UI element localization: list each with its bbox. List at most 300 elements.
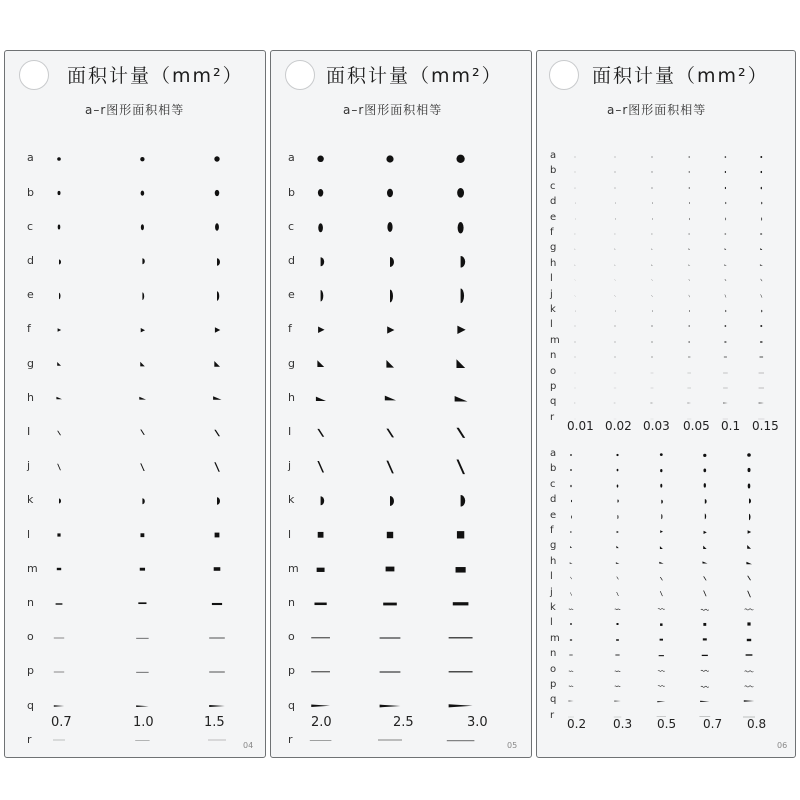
square-shape: [720, 322, 731, 330]
shape-grid: [537, 51, 795, 757]
triangle-shape: [571, 230, 579, 238]
half-disc-shape: [299, 490, 342, 512]
long-slash-shape: [685, 292, 693, 300]
dot-shape: [685, 153, 693, 161]
half-disc-shape: [299, 251, 342, 273]
long-slash-shape: [720, 292, 731, 300]
shape-grid: [271, 51, 531, 757]
long-slash-shape: [737, 588, 761, 600]
column-label: 0.7: [703, 717, 723, 731]
rectangle-shape: [648, 338, 656, 346]
thin-line-shape: [433, 727, 488, 755]
slash-shape: [47, 427, 71, 439]
row-label: o: [550, 365, 557, 377]
flat-triangle-shape: [720, 261, 731, 269]
row-label: h: [27, 390, 34, 404]
thin-half-disc-shape: [652, 512, 671, 521]
card-title: 面积计量（mm²）: [592, 65, 769, 87]
bar-shape: [737, 649, 761, 661]
half-disc-shape: [571, 307, 579, 315]
half-disc-shape: [366, 489, 414, 513]
tall-oval-shape: [694, 480, 716, 491]
rectangle-shape: [433, 556, 488, 584]
thin-half-disc-shape: [47, 290, 71, 302]
row-label: g: [288, 356, 295, 370]
dot-shape: [755, 153, 768, 161]
bar-shape: [571, 353, 579, 361]
dot-shape: [694, 450, 716, 461]
thin-line-shape: [128, 733, 157, 747]
dot-shape: [737, 449, 761, 461]
row-label: l: [27, 527, 31, 541]
row-label: q: [27, 698, 34, 712]
right-triangle-shape: [685, 245, 693, 253]
oval-shape: [611, 168, 619, 176]
dot-shape: [652, 450, 671, 459]
square-shape: [610, 620, 625, 628]
tall-oval-shape: [755, 184, 768, 192]
page-number: 05: [507, 741, 518, 750]
half-disc-shape: [128, 494, 157, 508]
row-label: e: [27, 288, 34, 302]
row-label: m: [550, 334, 560, 346]
square-shape: [47, 529, 71, 541]
thin-half-disc-shape: [433, 282, 488, 310]
tall-oval-shape: [648, 184, 656, 192]
rectangle-shape: [755, 338, 768, 346]
row-label: k: [288, 493, 295, 507]
row-label: f: [288, 322, 292, 336]
square-shape: [433, 521, 488, 549]
column-label: 1.5: [204, 715, 225, 730]
flat-triangle-shape: [299, 388, 342, 410]
row-label: p: [550, 381, 557, 392]
oval-shape: [571, 168, 579, 176]
dot-shape: [565, 451, 577, 459]
line-shape: [610, 667, 625, 675]
thin-half-disc-shape: [685, 215, 693, 223]
slash-shape: [299, 422, 342, 444]
line-shape: [610, 682, 625, 690]
slash-shape: [366, 421, 414, 445]
square-shape: [685, 322, 693, 330]
rectangle-shape: [694, 634, 716, 645]
half-disc-shape: [652, 497, 671, 506]
triangle-shape: [299, 319, 342, 341]
tall-oval-shape: [652, 481, 671, 490]
dot-shape: [299, 148, 342, 170]
line-shape: [199, 663, 235, 681]
line-shape: [737, 680, 761, 692]
row-label: g: [550, 540, 557, 552]
line-shape: [694, 681, 716, 692]
flat-triangle-shape: [694, 557, 716, 568]
bar-shape: [199, 595, 235, 613]
row-label: r: [550, 709, 555, 721]
slash-shape: [565, 574, 577, 582]
half-disc-shape: [571, 199, 579, 207]
wedge-shape: [199, 697, 235, 715]
long-slash-shape: [565, 590, 577, 598]
long-slash-shape: [299, 456, 342, 478]
oval-shape: [737, 464, 761, 476]
triangle-shape: [694, 527, 716, 538]
thin-half-disc-shape: [694, 511, 716, 522]
row-label: b: [550, 165, 557, 177]
thin-half-disc-shape: [648, 215, 656, 223]
page-number: 06: [777, 741, 788, 750]
flat-triangle-shape: [433, 385, 488, 413]
row-label: p: [27, 664, 34, 678]
wedge-shape: [128, 699, 157, 713]
triangle-shape: [685, 230, 693, 238]
slash-shape: [648, 276, 656, 284]
half-disc-shape: [685, 307, 693, 315]
thin-half-disc-shape: [199, 287, 235, 305]
row-label: I: [27, 424, 31, 438]
wedge-shape: [685, 399, 693, 407]
dot-shape: [47, 153, 71, 165]
slash-shape: [694, 573, 716, 584]
long-slash-shape: [755, 292, 768, 300]
row-label: h: [550, 555, 557, 567]
bar-shape: [433, 590, 488, 618]
slash-shape: [652, 574, 671, 583]
line-shape: [565, 682, 577, 690]
row-label: e: [550, 211, 557, 223]
wedge-shape: [47, 700, 71, 712]
row-label: m: [27, 561, 38, 575]
flat-triangle-shape: [652, 558, 671, 567]
wedge-shape: [571, 399, 579, 407]
line-shape: [299, 627, 342, 649]
half-disc-shape: [366, 250, 414, 274]
triangle-shape: [755, 230, 768, 238]
rectangle-shape: [685, 338, 693, 346]
triangle-shape: [648, 230, 656, 238]
slash-shape: [720, 276, 731, 284]
line-shape: [720, 369, 731, 377]
column-label: 0.15: [752, 419, 779, 433]
flat-triangle-shape: [128, 391, 157, 405]
row-label: g: [27, 356, 34, 370]
rectangle-shape: [199, 560, 235, 578]
row-label: d: [288, 253, 295, 267]
rectangle-shape: [610, 636, 625, 644]
row-label: a: [550, 448, 557, 459]
long-slash-shape: [128, 460, 157, 474]
row-label: r: [27, 732, 32, 746]
square-shape: [611, 322, 619, 330]
half-disc-shape: [755, 199, 768, 207]
oval-shape: [565, 466, 577, 474]
row-label: a: [550, 150, 557, 161]
bar-shape: [611, 353, 619, 361]
rectangle-shape: [571, 338, 579, 346]
triangle-shape: [128, 323, 157, 337]
dot-shape: [366, 147, 414, 171]
row-label: b: [550, 463, 557, 475]
flat-triangle-shape: [610, 559, 625, 567]
card-subtitle: a–r图形面积相等: [607, 103, 707, 117]
half-disc-shape: [433, 487, 488, 515]
card-title: 面积计量（mm²）: [67, 65, 244, 87]
card-subtitle: a–r图形面积相等: [343, 103, 443, 117]
column-label: 1.0: [133, 715, 154, 730]
half-disc-shape: [199, 492, 235, 510]
thin-line-shape: [366, 728, 414, 752]
row-label: l: [550, 319, 553, 331]
oval-shape: [366, 181, 414, 205]
bar-shape: [685, 353, 693, 361]
row-label: r: [288, 732, 293, 746]
card-subtitle: a–r图形面积相等: [85, 103, 185, 117]
line-shape: [685, 369, 693, 377]
row-label: f: [550, 525, 554, 536]
column-label: 0.01: [567, 419, 594, 433]
row-label: l: [550, 273, 553, 285]
row-label: k: [550, 602, 556, 613]
row-label: j: [288, 459, 292, 473]
row-label: f: [550, 227, 554, 238]
slash-shape: [610, 574, 625, 582]
line-shape: [47, 666, 71, 678]
row-label: q: [288, 698, 295, 712]
tall-oval-shape: [571, 184, 579, 192]
right-triangle-shape: [128, 357, 157, 371]
square-shape: [755, 322, 768, 330]
dot-shape: [648, 153, 656, 161]
long-slash-shape: [610, 590, 625, 598]
square-shape: [366, 523, 414, 547]
long-slash-shape: [648, 292, 656, 300]
line-shape: [610, 605, 625, 613]
dot-shape: [610, 451, 625, 459]
rectangle-shape: [128, 562, 157, 576]
triangle-shape: [610, 528, 625, 536]
row-label: l: [550, 571, 553, 583]
column-label: 0.3: [613, 717, 633, 731]
line-shape: [433, 658, 488, 686]
half-disc-shape: [648, 199, 656, 207]
row-label: k: [27, 493, 34, 507]
dot-shape: [720, 153, 731, 161]
row-label: p: [550, 679, 557, 690]
slash-shape: [737, 572, 761, 584]
thin-half-disc-shape: [737, 511, 761, 523]
row-label: r: [550, 411, 555, 423]
right-triangle-shape: [611, 245, 619, 253]
half-disc-shape: [433, 248, 488, 276]
row-label: n: [550, 350, 557, 362]
line-shape: [720, 384, 731, 392]
bar-shape: [652, 651, 671, 660]
long-slash-shape: [47, 461, 71, 473]
wedge-shape: [565, 697, 577, 705]
tall-oval-shape: [685, 184, 693, 192]
column-label: 3.0: [467, 715, 488, 730]
column-label: 0.02: [605, 419, 632, 433]
flat-triangle-shape: [366, 386, 414, 410]
thin-half-disc-shape: [611, 215, 619, 223]
right-triangle-shape: [565, 543, 577, 551]
row-label: e: [288, 288, 295, 302]
tall-oval-shape: [565, 482, 577, 490]
area-card-3: [536, 50, 796, 758]
wedge-shape: [648, 399, 656, 407]
slash-shape: [199, 424, 235, 442]
line-shape: [199, 629, 235, 647]
line-shape: [737, 665, 761, 677]
oval-shape: [648, 168, 656, 176]
bar-shape: [299, 593, 342, 615]
row-label: o: [288, 630, 295, 644]
row-label: c: [27, 219, 34, 233]
column-label: 0.2: [567, 717, 587, 731]
rectangle-shape: [565, 636, 577, 644]
oval-shape: [128, 186, 157, 200]
half-disc-shape: [720, 199, 731, 207]
wedge-shape: [694, 696, 716, 707]
column-label: 2.5: [393, 715, 414, 730]
row-label: j: [550, 586, 553, 598]
square-shape: [571, 322, 579, 330]
flat-triangle-shape: [755, 261, 768, 269]
flat-triangle-shape: [199, 389, 235, 407]
square-shape: [299, 524, 342, 546]
line-shape: [366, 626, 414, 650]
triangle-shape: [652, 527, 671, 536]
right-triangle-shape: [199, 355, 235, 373]
dot-shape: [199, 150, 235, 168]
oval-shape: [47, 187, 71, 199]
right-triangle-shape: [755, 245, 768, 253]
thin-half-disc-shape: [299, 285, 342, 307]
oval-shape: [433, 179, 488, 207]
slash-shape: [611, 276, 619, 284]
square-shape: [565, 620, 577, 628]
line-shape: [47, 632, 71, 644]
row-label: c: [550, 478, 556, 490]
line-shape: [648, 369, 656, 377]
page-number: 04: [243, 741, 254, 750]
oval-shape: [694, 465, 716, 476]
dot-shape: [433, 145, 488, 173]
row-label: h: [550, 257, 557, 269]
row-label: l: [550, 617, 553, 629]
row-label: q: [550, 396, 557, 408]
line-shape: [565, 667, 577, 675]
row-label: j: [27, 459, 31, 473]
row-label: b: [27, 185, 34, 199]
line-shape: [611, 384, 619, 392]
line-shape: [128, 631, 157, 645]
long-slash-shape: [694, 588, 716, 599]
line-shape: [694, 604, 716, 615]
half-disc-shape: [694, 496, 716, 507]
half-disc-shape: [611, 307, 619, 315]
line-shape: [565, 605, 577, 613]
line-shape: [652, 666, 671, 675]
rectangle-shape: [366, 557, 414, 581]
tall-oval-shape: [720, 184, 731, 192]
thin-half-disc-shape: [128, 289, 157, 303]
line-shape: [128, 665, 157, 679]
right-triangle-shape: [610, 543, 625, 551]
right-triangle-shape: [737, 541, 761, 553]
thin-line-shape: [299, 730, 342, 752]
tall-oval-shape: [128, 220, 157, 234]
flat-triangle-shape: [685, 261, 693, 269]
line-shape: [571, 384, 579, 392]
triangle-shape: [47, 324, 71, 336]
half-disc-shape: [199, 253, 235, 271]
bar-shape: [720, 353, 731, 361]
triangle-shape: [433, 316, 488, 344]
row-label: a: [27, 151, 34, 165]
wedge-shape: [720, 399, 731, 407]
oval-shape: [199, 184, 235, 202]
square-shape: [648, 322, 656, 330]
row-label: b: [288, 185, 295, 199]
half-disc-shape: [565, 497, 577, 505]
long-slash-shape: [571, 292, 579, 300]
row-label: j: [550, 288, 553, 300]
oval-shape: [685, 168, 693, 176]
right-triangle-shape: [571, 245, 579, 253]
dot-shape: [611, 153, 619, 161]
row-label: k: [550, 304, 556, 315]
column-label: 0.7: [51, 715, 72, 730]
oval-shape: [299, 182, 342, 204]
triangle-shape: [199, 321, 235, 339]
wedge-shape: [299, 695, 342, 717]
tall-oval-shape: [47, 221, 71, 233]
right-triangle-shape: [47, 358, 71, 370]
thin-half-disc-shape: [571, 215, 579, 223]
right-triangle-shape: [648, 245, 656, 253]
rectangle-shape: [47, 563, 71, 575]
line-shape: [652, 681, 671, 690]
row-label: I: [288, 424, 292, 438]
tall-oval-shape: [611, 184, 619, 192]
row-label: n: [288, 595, 295, 609]
slash-shape: [755, 276, 768, 284]
line-shape: [648, 384, 656, 392]
bar-shape: [610, 651, 625, 659]
half-disc-shape: [610, 497, 625, 505]
right-triangle-shape: [366, 352, 414, 376]
thin-line-shape: [199, 731, 235, 749]
line-shape: [611, 369, 619, 377]
line-shape: [652, 604, 671, 613]
row-label: c: [550, 180, 556, 192]
column-label: 0.05: [683, 419, 710, 433]
right-triangle-shape: [694, 542, 716, 553]
row-label: c: [288, 219, 295, 233]
tall-oval-shape: [366, 215, 414, 239]
bar-shape: [755, 353, 768, 361]
thin-half-disc-shape: [565, 513, 577, 521]
square-shape: [199, 526, 235, 544]
flat-triangle-shape: [737, 557, 761, 569]
flat-triangle-shape: [611, 261, 619, 269]
thin-line-shape: [47, 734, 71, 746]
wedge-shape: [755, 399, 768, 407]
tall-oval-shape: [199, 218, 235, 236]
row-label: d: [550, 196, 557, 208]
right-triangle-shape: [652, 543, 671, 552]
